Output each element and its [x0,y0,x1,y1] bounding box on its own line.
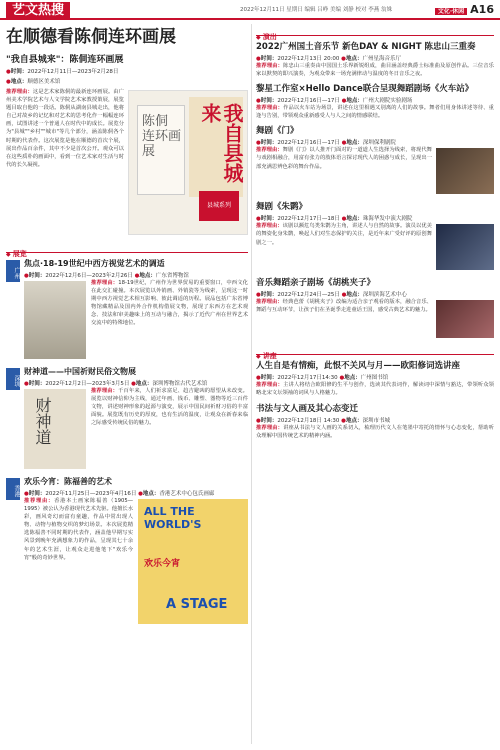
poster: 我自县城来 [189,97,243,197]
top-bar [0,0,500,20]
exhibition-image: 财神道 [24,389,86,469]
exhibition-title: 财神道——中国祈财民俗文物展 [24,367,136,376]
exhibition-title: 欢乐今宵：陈福善的艺术 [24,477,112,486]
exhibition-item [6,258,248,361]
page-number-text: A16 [470,3,494,16]
performance-item [256,276,494,340]
lead-artwork [128,90,248,235]
lecture-title: 人生自是有情痴，此恨不关风与月——欧阳修词选讲座 [256,361,461,372]
section-exhibitions: ◆ 展览 [6,241,248,253]
lecture-item [256,402,494,440]
exhibition-body: 推荐理由：香港本土画家陈福善（1905—1995）被公认为香港现代艺术先驱。他擅长水彩，画风奇幻而富有童趣，作品中常出现人物、动物与植物交织的梦幻场景。本次展览精选陈福善不同时期的代表作，涵盖他早期写实风景到晚年充满想象力的作品，呈现其七十余年的艺术生涯，让观众走进他笔下"欢乐今宵"般的奇妙世界。 [24,498,133,561]
performance-photo [436,300,494,338]
page-tag: 文化·休闲 [435,8,467,15]
performance-title: 黎星工作室×Hello Dance联合呈现舞蹈剧场《火车站》 [256,84,474,95]
exhibition-meta: ●时间：2022年12月6日—2023年2月26日 ●地点：广东省博物馆 [24,273,189,279]
lead-headline: 在顺德看陈侗连环画展 [6,27,176,47]
performance-item [256,40,494,78]
performance-photo [436,224,494,270]
city-badge: 广州 [6,260,20,282]
performance-item [256,82,494,120]
lead-subhead: "我自县城来"：陈侗连环画展 [6,55,124,65]
lecture-meta: ●时间：2022年12月18日 14:30 ●地点：深圳市书城 [256,417,391,424]
right-column [256,24,494,744]
dateline: 2022年12月11日 星期日 编辑 吕峥 美编 刘静 校对 李燕 翁姝 [240,7,392,13]
lecture-title: 书法与文人画及其心态变迁 [256,403,359,414]
city-badge: 深圳 [6,368,20,390]
lecture-body: 推荐理由：主讲人将结合欧阳修的生平与创作，选读其代表词作，解读词中深情与豁达，带领听众领略北宋文坛领袖的词风与人格魅力。 [256,382,494,397]
performance-item [256,124,494,196]
exhibition-item [6,366,248,471]
section-lectures: ◆ 讲座 [256,343,494,355]
exhibition-body: 推荐理由：千百年来，人们祈求富足、趋吉避凶的愿望从未改变。展览以财神信仰为主线，通过年画、钱币、雕塑、器物等近三百件文物，讲述财神形象的起源与演变，展示中国民间祈财习俗的丰富面貌。展览既有历史的厚度，也有生活的温度，让观众在新春来临之际感受传统民俗的魅力。 [91,388,248,427]
book-cover: 陈侗 连环画展 [137,105,185,195]
performance-body: 推荐理由：陈忠山三重奏由中国国土乐界新锐组成，曲目涵盖经典爵士标准曲及原创作品。三位音乐家以默契的即兴演奏，为观众带来一场充满律动与温度的冬日音乐之夜。 [256,63,494,78]
lecture-body: 推荐理由：讲座从书法与文人画的关系切入，梳理历代文人在笔墨中寄托的情怀与心态变化，帮助听众理解中国传统艺术的精神内涵。 [256,424,494,439]
performance-body: 推荐理由：舞剧《门》以人推开门面对的一道道人生选择为线索，将现代舞与戏剧相融合，用富有张力的肢体语言探讨现代人的困惑与成长，呈现出一部充满思辨色彩的舞台作品。 [256,147,432,170]
exhibition-poster: ALL THE WORLD'S 欢乐今宵 A STAGE [138,499,248,624]
bullet-icon: ● [6,79,11,85]
section-performances: ◆ 演出 [256,24,494,36]
lecture-item [256,359,494,397]
performance-meta: ●时间：2022年12月24日—25日 ●地点：深圳滨海艺术中心 [256,292,407,299]
poster-stamp: 县城系列 [199,191,239,221]
performance-body: 推荐理由：经典芭蕾《胡桃夹子》改编为适合亲子观看的版本，融合音乐、舞蹈与互动环节，让孩子们在圣诞季走进童话王国，感受古典艺术的魅力。 [256,299,432,314]
column-divider [251,24,252,744]
bullet-icon: ● [6,69,11,75]
lead-feature [6,88,248,238]
lecture-meta: ●时间：2022年12月17日14:30 ●地点：广州图书馆 [256,375,389,382]
exhibition-meta: ●时间：2022年11月25日—2023年4月16日 ●地点：香港艺术中心包氏画廊 [24,491,215,497]
performance-meta: ●时间：2022年12月17日—18日 ●地点：珠海华发中演大剧院 [256,216,413,223]
city-badge: 香港 [6,478,20,500]
exhibition-title: 焦点·18-19世纪中西方视觉艺术的调适 [24,259,165,268]
performance-meta: ●时间：2022年12月16日—17日 ●地点：深圳保利剧院 [256,140,396,147]
performance-title: 舞剧《朱鹮》 [256,202,308,213]
exhibition-item [6,476,248,626]
performance-meta: ●时间：2022年12月16日—17日 ●地点：广州大剧院实验剧场 [256,98,413,105]
performance-body: 推荐理由：作品以火车站为场景，讲述在这里相遇又别离的人们的故事。舞者们用身体讲述等待、重逢与告别，带领观众重新感受人与人之间的情感联结。 [256,105,494,120]
exhibition-meta: ●时间：2022年12月2日—2023年3月5日 ●地点：深圳博物馆古代艺术馆 [24,381,208,387]
page-number [435,3,494,16]
performance-title: 音乐舞蹈亲子剧场《胡桃夹子》 [256,278,376,289]
performance-title: 舞剧《门》 [256,126,299,137]
exhibition-body: 推荐理由：18-19世纪，广州作为世界贸易的重要窗口，中西文化在此交汇碰撞。本次展览以外销画、外销瓷等为线索，呈现这一时期中西方视觉艺术相互影响、彼此调适的历程。展品包括广东省博物馆藏精品及国内外合作机构借展文物，展现了东西方在艺术观念、技法和审美趣味上的互动与融合，揭示了近代广州在世界艺术交流中的特殊地位。 [91,280,248,327]
masthead: 艺文热搜 [6,2,70,19]
performance-title: 2022广州国土音乐节 新色DAY & NIGHT 陈忠山三重奏 [256,42,476,52]
performance-body: 推荐理由：该剧以濒危鸟类朱鹮为主角，讲述人与自然的故事。演员以优美的舞姿化身朱鹮，唤起人们对生态保护的关注，是近年来广受好评的原创舞剧之一。 [256,223,432,246]
lead-body: 推荐理由：这是艺术家陈侗的最新连环画展。由广州美术学院艺术与人文学院艺术家教授策展，展览题目取自他的一段话。陈侗从湖南县城走出，他将自己对故乡的记忆和对艺术的思考化作一幅幅连环画，试图讲述一个普通人在时代中的成长。展览分为"县城""乡村""城市"等几个部分，涵盖陈侗各个时期的代表作。这次展览是他在顺德的首次个展，展出作品百余件，其中不少是首次公开。观众可以在这些质朴的画面中，看到一位艺术家对生活与时代的长久凝视。 [6,89,124,168]
exhibition-image [24,281,86,359]
left-column [6,24,248,744]
performance-photo [436,148,494,194]
performance-item [256,200,494,272]
lead-venue: ●地点：顺德区美术馆 [6,79,61,85]
performance-meta: ●时间：2022年12月13日 20:00 ●地点：广州星海音乐厅 [256,56,402,62]
lead-time: ●时间：2022年12月11日—2023年2月28日 [6,69,119,75]
